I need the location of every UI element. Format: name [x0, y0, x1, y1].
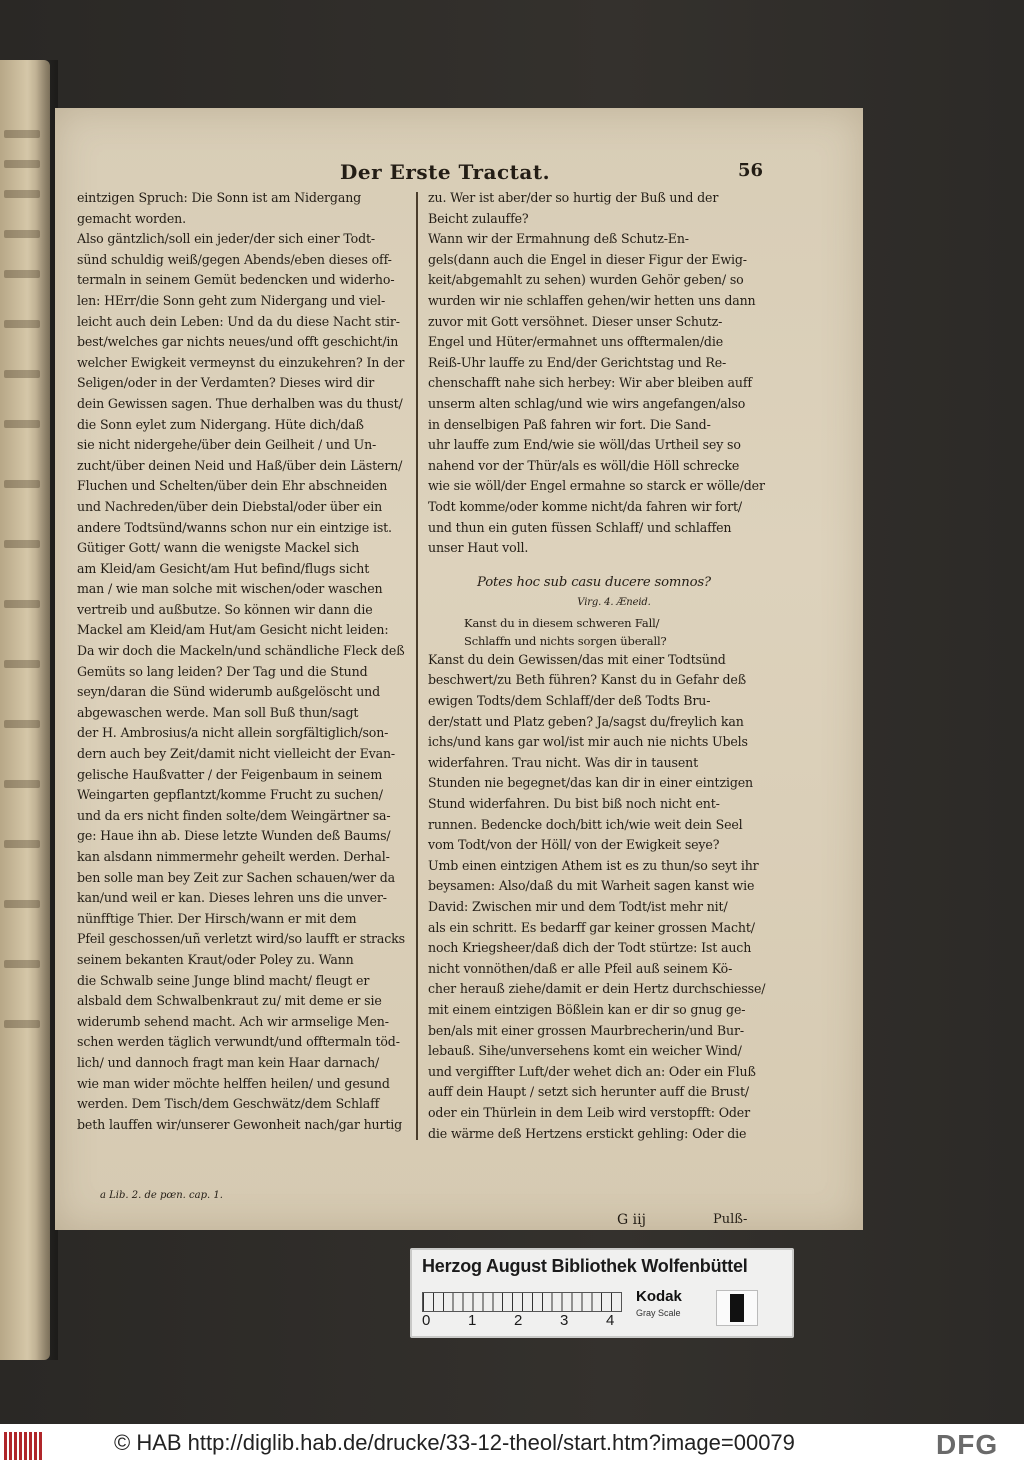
- dfg-logo: DFG: [936, 1429, 999, 1460]
- text-line: Seligen/oder in der Verdamten? Dieses wird dir: [77, 375, 375, 391]
- library-name: Herzog August Bibliothek Wolfenbüttel: [422, 1256, 748, 1276]
- text-line: lebauß. Sihe/unversehens komt ein weicher Wind/: [428, 1043, 742, 1059]
- ruler-label: 0: [422, 1312, 431, 1329]
- catchword: Pulß-: [713, 1212, 748, 1227]
- right-column-bottom: [428, 650, 766, 1144]
- text-line: eintzigen Spruch: Die Sonn ist am Nidergang: [77, 190, 362, 205]
- text-line: len: HErr/die Sonn geht zum Nidergang und viel-: [77, 292, 386, 308]
- text-line: als ein schritt. Es bedarff gar keiner grossen Macht/: [428, 919, 755, 935]
- text-line: leicht auch dein Leben: Und da du diese Nacht stir-: [77, 313, 400, 329]
- text-line: unser Haut voll.: [428, 540, 529, 556]
- text-line: Gütiger Gott/ wann die wenigste Mackel sich: [77, 540, 360, 556]
- text-line: seyn/daran die Sünd widerumb außgelöscht und: [77, 684, 381, 700]
- text-line: abgewaschen werde. Man soll Buß thun/sagt: [77, 704, 359, 720]
- latin-quote: Potes hoc sub casu ducere somnos?: [477, 574, 711, 590]
- text-line: Da wir doch die Mackeln/und schändliche Fleck deß: [77, 643, 405, 659]
- text-line: werden. Dem Tisch/dem Geschwätz/dem Schlaff: [77, 1096, 380, 1112]
- text-line: Todt komme/oder komme nicht/da fahren wir fort/: [428, 498, 742, 514]
- text-line: beschwert/zu Beth führen? Kanst du in Gefahr deß: [428, 672, 746, 688]
- ruler-label: 4: [606, 1312, 615, 1329]
- text-line: Umb einen eintzigen Athem ist es zu thun/so seyt ihr: [428, 857, 759, 873]
- ruler-label: 2: [514, 1312, 523, 1329]
- text-line: Beicht zulauffe?: [428, 210, 529, 226]
- text-line: ben/als mit einer grossen Maurbrecherin/und Bur-: [428, 1022, 744, 1038]
- text-line: Schlaffn und nichts sorgen überall?: [464, 633, 667, 648]
- text-line: die wärme deß Hertzens erstickt gehling: Oder die: [428, 1125, 747, 1141]
- text-line: wie man wider möchte helffen heilen/ und gesund: [77, 1075, 390, 1091]
- text-line: und thun ein guten füssen Schlaff/ und schlaffen: [428, 519, 732, 535]
- text-line: vom Todt/von der Höll/ von der Ewigkeit seye?: [428, 837, 720, 853]
- quote-source: Virg. 4. Æneid.: [577, 597, 651, 609]
- text-line: runnen. Bedencke doch/bitt ich/wie weit dein Seel: [428, 816, 743, 832]
- ruler-label: 1: [468, 1312, 477, 1329]
- text-line: seinem bekanten Kraut/oder Poley zu. Wann: [77, 951, 354, 967]
- text-line: alsbald dem Schwalbenkraut zu/ mit deme er sie: [77, 993, 382, 1009]
- ruler-label: 3: [560, 1312, 569, 1329]
- column-divider: [416, 192, 418, 1140]
- text-line: Gemüts so lang leiden? Der Tag und die Stund: [77, 663, 368, 679]
- text-line: kan/und weil er kan. Dieses lehren uns die unver-: [77, 890, 387, 906]
- text-line: schen werden täglich verwundt/und offtermaln töd-: [77, 1034, 400, 1050]
- text-line: unserm alten schlag/und wie wirs angefangen/also: [428, 395, 746, 411]
- text-line: keit/abgemahlt zu sehen) wurden Gehör geben/ so: [428, 272, 744, 288]
- text-line: die Sonn eylet zum Nidergang. Hüte dich/daß: [77, 416, 364, 432]
- text-line: wie sie wöll/der Engel ermahne so starck er wölle/der: [428, 478, 765, 494]
- text-line: am Kleid/am Gesicht/am Hut befind/flugs sicht: [77, 560, 370, 576]
- text-line: der H. Ambrosius/a nicht allein sorgfältiglich/son-: [77, 725, 389, 741]
- text-line: oder ein Thürlein in dem Leib wird verstopfft: Oder: [428, 1104, 750, 1120]
- footnote: a Lib. 2. de pœn. cap. 1.: [100, 1190, 223, 1201]
- text-line: nünfftige Thier. Der Hirsch/wann er mit dem: [77, 910, 357, 926]
- scale-ruler: [422, 1292, 622, 1312]
- text-line: wurden wir nie schlaffen gehen/wir hetten uns dann: [428, 292, 756, 308]
- running-title: Der Erste Tractat.: [340, 160, 551, 184]
- page-header: [55, 160, 863, 190]
- text-line: ewigen Todts/dem Schlaff/der deß Todts Bru-: [428, 693, 711, 709]
- text-line: gelische Haußvatter / der Feigenbaum in seinem: [77, 766, 383, 782]
- text-line: gemacht worden.: [77, 210, 186, 226]
- text-line: ben solle man bey Zeit zur Sachen schauen/wer da: [77, 869, 395, 885]
- text-line: vertreib und außbutze. So können wir dann die: [77, 601, 373, 617]
- text-line: Engel und Hüter/ermahnet uns offtermalen/die: [428, 334, 724, 350]
- verse-block: [428, 614, 760, 650]
- text-line: Reiß-Uhr lauffe zu End/der Gerichtstag und Re-: [428, 354, 727, 370]
- gray-scale-label: Gray Scale: [636, 1308, 681, 1318]
- text-line: und Nachreden/über dein Diebstal/oder über ein: [77, 498, 383, 514]
- text-line: Kanst du in diesem schweren Fall/: [464, 615, 660, 630]
- color-calibration-card: [410, 1248, 794, 1338]
- text-line: man / wie man solche mit wischen/oder waschen: [77, 581, 383, 597]
- text-line: David: Zwischen mir und dem Todt/ist mehr nit/: [428, 899, 728, 914]
- text-line: beth lauffen wir/unserer Gewonheit nach/gar hurtig: [77, 1116, 403, 1132]
- text-line: ge: Haue ihn ab. Diese letzte Wunden deß Baums/: [77, 828, 391, 844]
- text-line: Kanst du dein Gewissen/das mit einer Todtsünd: [428, 651, 726, 667]
- text-line: dern auch bey Zeit/damit nicht vielleicht der Evan-: [77, 746, 396, 762]
- black-swatch: [730, 1294, 744, 1322]
- text-line: cher herauß ziehe/damit er dein Hertz durchschiesse/: [428, 981, 766, 997]
- text-line: sie nicht nidergehe/über dein Geilheit / und Un-: [77, 437, 377, 453]
- kodak-logo: Kodak: [636, 1288, 682, 1305]
- text-line: Weingarten gepflantzt/komme Frucht zu suchen/: [77, 787, 383, 803]
- right-text-column: [428, 188, 766, 1144]
- text-line: Stund widerfahren. Du bist biß noch nicht ent-: [428, 796, 720, 812]
- text-line: termaln in seinem Gemüt bedencken und widerho-: [77, 272, 395, 288]
- text-line: und da ers nicht finden solte/dem Weingärtner sa-: [77, 807, 391, 823]
- text-line: ichs/und kans gar wol/ist mir auch nie nichts Ubels: [428, 734, 748, 750]
- text-line: Mackel am Kleid/am Hut/am Gesicht nicht leiden:: [77, 622, 389, 638]
- left-text-column: [77, 188, 409, 1135]
- text-line: beysamen: Also/daß du mit Warheit sagen kanst wie: [428, 878, 755, 894]
- text-line: mit einem eintzigen Bößlein kan er dir so gnug ge-: [428, 1001, 746, 1017]
- text-line: der/statt und Platz geben? Ja/sagst du/freylich kan: [428, 713, 744, 729]
- text-line: widerfahren. Trau nicht. Was dir in tausent: [428, 754, 699, 770]
- text-line: Also gäntzlich/soll ein jeder/der sich einer Todt-: [77, 231, 375, 247]
- signature-mark: G iij: [617, 1212, 646, 1228]
- text-line: Stunden nie begegnet/das kan dir in einer eintzigen: [428, 775, 753, 791]
- text-line: Fluchen und Schelten/über dein Ehr abschneiden: [77, 478, 388, 494]
- right-column-top: [428, 188, 765, 559]
- text-line: zu. Wer ist aber/der so hurtig der Buß und der: [428, 190, 719, 205]
- text-line: welcher Ewigkeit vermeynst du einzukehren? In der: [77, 354, 405, 370]
- text-line: kan alsdann nimmermehr geheilt werden. Derhal-: [77, 849, 390, 864]
- text-line: lich/ und dannoch fragt man kein Haar darnach/: [77, 1054, 380, 1070]
- text-line: Pfeil geschossen/uñ verletzt wird/so laufft er stracks: [77, 931, 405, 947]
- text-line: zucht/über deinen Neid und Haß/über dein Lästern/: [77, 457, 403, 473]
- text-line: in denselbigen Paß fahren wir fort. Die Sand-: [428, 416, 711, 432]
- text-line: noch Kriegsheer/daß dich der Todt stürtze: Ist auch: [428, 940, 752, 956]
- text-line: die Schwalb seine Junge blind macht/ fleugt er: [77, 972, 370, 988]
- book-page: [55, 108, 863, 1230]
- text-line: chenschafft nahe sich herbey: Wir aber bleiben auff: [428, 375, 752, 391]
- page-number: 56: [737, 160, 763, 181]
- footer-bar: [0, 1424, 1024, 1467]
- text-line: andere Todtsünd/wanns schon nur ein eintzige ist.: [77, 519, 392, 535]
- text-line: gels(dann auch die Engel in dieser Figur der Ewig-: [428, 251, 747, 267]
- text-line: uhr lauffe zum End/wie sie wöll/das Urtheil sey so: [428, 437, 741, 453]
- text-line: nicht vonnöthen/daß er alle Pfeil auß seinem Kö-: [428, 960, 733, 976]
- copyright-link[interactable]: © HAB http://diglib.hab.de/drucke/33-12-theol/start.htm?image=00079: [114, 1430, 795, 1455]
- text-line: best/welches gar nichts neues/und offt geschicht/in: [77, 334, 399, 350]
- hab-logo-icon: [4, 1432, 42, 1460]
- text-line: sünd schuldig weiß/gegen Abends/eben dieses off-: [77, 251, 392, 267]
- text-line: dein Gewissen sagen. Thue derhalben was du thust/: [77, 395, 403, 411]
- text-line: zuvor mit Gott versöhnet. Dieser unser Schutz-: [428, 313, 723, 329]
- text-line: nahend vor der Thür/als es wöll/die Höll schrecke: [428, 457, 740, 473]
- text-line: und vergiffter Luft/der wehet dich an: Oder ein Fluß: [428, 1063, 756, 1079]
- text-line: Wann wir der Ermahnung deß Schutz-En-: [428, 231, 689, 247]
- text-line: widerumb sehend macht. Ach wir armselige Men-: [77, 1013, 389, 1029]
- text-line: auff dein Haupt / setzt sich herunter auff die Brust/: [428, 1084, 749, 1100]
